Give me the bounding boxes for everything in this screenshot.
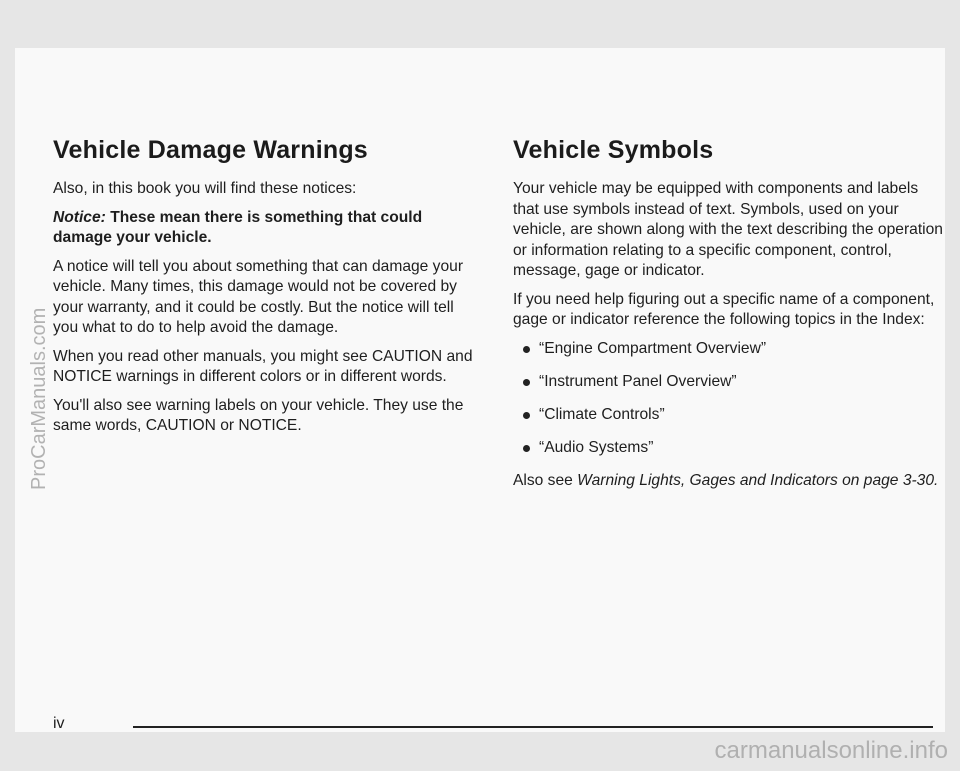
list-item: “Climate Controls” [517, 405, 943, 425]
footer-rule [133, 726, 933, 728]
index-topic-list [513, 339, 943, 458]
manual-page [15, 48, 945, 732]
see-also-reference: Warning Lights, Gages and Indicators on page 3-30. [577, 471, 939, 489]
body-paragraph: When you read other manuals, you might see CAUTION and NOTICE warnings in different colors or in different words. [53, 347, 473, 385]
see-also-paragraph [513, 471, 943, 492]
intro-paragraph: Also, in this book you will find these notices: [53, 180, 357, 197]
footer-watermark: carmanualsonline.info [714, 737, 948, 764]
body-paragraph: If you need help figuring out a specific name of a component, gage or indicator reference the following topics in the Index: [513, 290, 935, 328]
list-item: “Audio Systems” [517, 438, 943, 458]
notice-text: These mean there is something that could damage your vehicle. [53, 208, 423, 246]
section-heading: Vehicle Damage Warnings [53, 136, 368, 164]
notice-label: Notice: [53, 208, 106, 226]
vehicle-damage-warnings-section [53, 136, 483, 445]
section-heading: Vehicle Symbols [513, 136, 714, 164]
see-also-prefix: Also see [513, 471, 573, 489]
list-item: “Instrument Panel Overview” [517, 372, 943, 392]
page-number: iv [53, 715, 65, 732]
notice-paragraph [53, 208, 483, 249]
body-paragraph: Your vehicle may be equipped with components and labels that use symbols instead of text. Symbols, used on your vehicle, are shown along with the text describing the operation or information relating to a specific component, control, message, gage or indicator. [513, 180, 943, 279]
body-paragraph: A notice will tell you about something that can damage your vehicle. Many times, this damage would not be covered by your warranty, and it could be costly. But the notice will tell you what to do to help avoid the damage. [53, 257, 464, 336]
list-item: “Engine Compartment Overview” [517, 339, 943, 359]
vehicle-symbols-section [513, 136, 943, 499]
body-paragraph: You'll also see warning labels on your vehicle. They use the same words, CAUTION or NOTICE. [53, 396, 464, 434]
side-watermark: ProCarManuals.com [28, 307, 50, 490]
